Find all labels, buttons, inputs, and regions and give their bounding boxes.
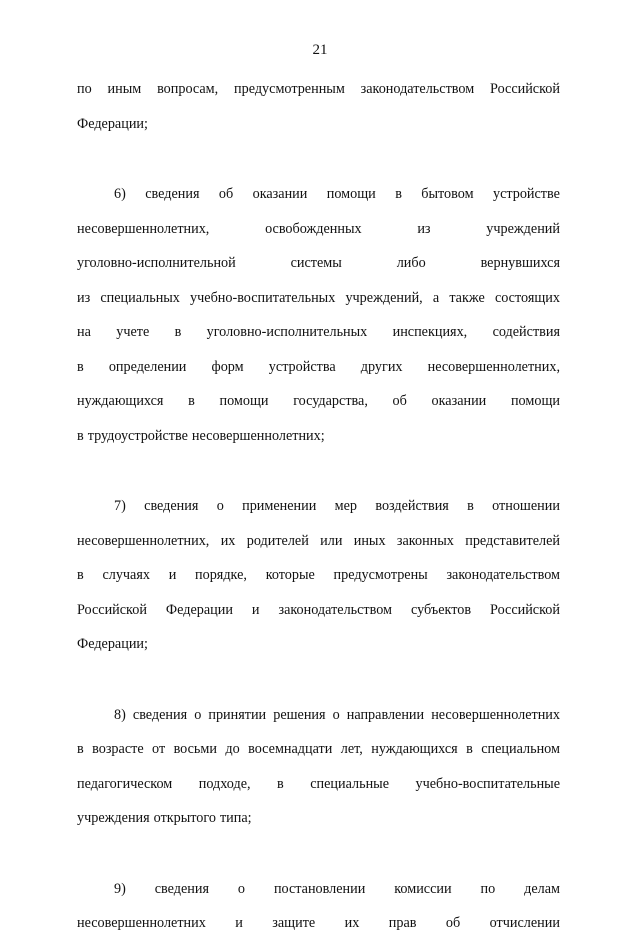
word: вернувшихся: [480, 255, 560, 271]
word: других: [360, 358, 403, 375]
word: Российской: [490, 601, 560, 618]
word: в: [188, 393, 195, 409]
word: восемнадцати: [248, 741, 333, 757]
word: форм: [211, 358, 244, 375]
word: на: [77, 324, 91, 340]
word: в: [77, 567, 84, 583]
word: Российской: [77, 601, 147, 618]
word: направлении: [346, 706, 425, 723]
word: в: [466, 741, 473, 757]
text-line: [77, 177, 560, 212]
paragraph-item-7: [77, 489, 560, 662]
word: Российской: [490, 81, 560, 97]
text-line: [77, 627, 560, 662]
word: состоящих: [494, 289, 560, 306]
paragraph-continuation: [77, 72, 560, 141]
word: сведения: [132, 706, 188, 723]
word: законных: [396, 532, 454, 549]
text-line: [77, 246, 560, 281]
word: в: [395, 186, 402, 202]
word: представителей: [465, 532, 560, 549]
word: родителей: [246, 532, 309, 549]
word: системы: [290, 255, 342, 271]
paragraph-item-9: [77, 872, 560, 941]
word: государства,: [293, 393, 368, 409]
word: освобожденных: [265, 220, 362, 237]
word: 9): [114, 880, 126, 897]
word: 7): [114, 498, 126, 514]
word: в: [77, 741, 84, 757]
word: инспекциях,: [392, 324, 468, 340]
paragraph-item-8: [77, 698, 560, 836]
page-number: 21: [312, 42, 328, 58]
text-line: [77, 767, 560, 802]
word: делам: [524, 880, 560, 897]
word: субъектов: [411, 601, 472, 618]
word: порядке,: [195, 567, 247, 583]
word: отчислении: [489, 915, 560, 931]
word: применении: [242, 498, 317, 514]
word: из: [417, 220, 431, 237]
word: в: [77, 427, 84, 444]
word: постановлении: [273, 880, 366, 897]
word: нуждающихся: [371, 741, 458, 757]
word: решения: [273, 706, 326, 723]
text-line: [77, 315, 560, 350]
word: несовершеннолетних;: [191, 427, 325, 444]
document-body: [77, 72, 560, 941]
word: иным: [107, 81, 142, 97]
text-line: [77, 906, 560, 941]
word: до: [225, 741, 240, 757]
word: восьми: [173, 741, 217, 757]
word: бытовом: [421, 186, 474, 202]
word: специальных: [100, 289, 180, 306]
word: несовершеннолетних,: [427, 358, 560, 375]
word: комиссии: [394, 880, 452, 897]
word: вопросам,: [157, 81, 219, 97]
word: педагогическом: [77, 775, 173, 792]
paragraph-item-6: [77, 177, 560, 453]
word: нуждающихся: [77, 393, 164, 409]
word: которые: [265, 567, 315, 583]
word: также: [449, 289, 485, 306]
word: сведения: [144, 498, 199, 514]
word: Федерации;: [77, 636, 148, 652]
word: о: [237, 880, 246, 897]
word: несовершеннолетних: [431, 706, 560, 723]
word: по: [77, 81, 92, 97]
word: устройстве: [492, 186, 560, 202]
word: Федерации: [165, 601, 233, 618]
word: а: [432, 289, 440, 306]
word: 6): [114, 186, 126, 202]
word: об: [392, 393, 407, 409]
word: в: [277, 775, 284, 792]
word: и: [168, 567, 177, 583]
word: их: [344, 915, 360, 931]
text-line: [77, 593, 560, 628]
word: несовершеннолетних,: [77, 220, 210, 237]
word: специальном: [481, 741, 560, 757]
text-line: [77, 419, 560, 454]
word: воздействия: [375, 498, 449, 514]
word: о: [332, 706, 340, 723]
word: возрасте: [92, 741, 144, 757]
word: от: [152, 741, 166, 757]
text-line: [77, 212, 560, 247]
word: учебно-воспитательные: [415, 775, 560, 792]
word: Федерации;: [77, 115, 148, 132]
word: трудоустройстве: [87, 427, 188, 444]
word: в: [467, 498, 474, 514]
word: по: [480, 880, 496, 897]
text-line: [77, 558, 560, 593]
text-line: [77, 489, 560, 524]
word: в: [174, 324, 182, 340]
text-line: [77, 801, 560, 836]
text-line: [77, 107, 560, 142]
word: учреждений: [486, 220, 560, 237]
word: лет,: [340, 741, 363, 757]
word: сведения: [145, 186, 200, 202]
word: открытого: [153, 810, 216, 826]
word: о: [216, 498, 224, 514]
word: защите: [272, 915, 316, 931]
word: отношении: [492, 498, 560, 514]
word: содействия: [492, 324, 560, 340]
text-line: [77, 872, 560, 907]
word: предусмотренным: [234, 81, 345, 97]
word: типа;: [219, 810, 252, 826]
word: об: [218, 186, 234, 202]
word: оказании: [252, 186, 308, 202]
word: специальные: [310, 775, 390, 792]
word: подходе,: [198, 775, 251, 792]
word: о: [194, 706, 202, 723]
word: учете: [116, 324, 150, 340]
word: учреждения: [77, 810, 150, 826]
word: уголовно-исполнительной: [77, 255, 236, 271]
word: предусмотрены: [333, 567, 428, 583]
word: помощи: [510, 393, 560, 409]
text-line: [77, 281, 560, 316]
text-line: [77, 698, 560, 733]
word: помощи: [219, 393, 269, 409]
word: учреждений,: [345, 289, 423, 306]
word: несовершеннолетних: [77, 915, 206, 931]
text-line: [77, 732, 560, 767]
word: или: [320, 532, 343, 549]
word: иных: [353, 532, 386, 549]
word: в: [77, 358, 84, 375]
word: определении: [108, 358, 187, 375]
word: помощи: [326, 186, 376, 202]
word: принятии: [208, 706, 267, 723]
word: и: [235, 915, 243, 931]
word: об: [445, 915, 461, 931]
word: законодательством: [446, 567, 560, 583]
word: из: [77, 289, 91, 306]
word: случаях: [102, 567, 150, 583]
word: учебно-воспитательных: [190, 289, 336, 306]
text-line: [77, 350, 560, 385]
word: и: [251, 601, 260, 618]
word: законодательством: [278, 601, 393, 618]
word: оказании: [431, 393, 487, 409]
text-line: [77, 384, 560, 419]
word: несовершеннолетних,: [77, 532, 210, 549]
word: законодательством: [360, 81, 475, 97]
word: прав: [388, 915, 417, 931]
word: мер: [334, 498, 358, 514]
text-line: [77, 524, 560, 559]
word: их: [220, 532, 236, 549]
text-line: [77, 72, 560, 107]
word: либо: [396, 255, 426, 271]
word: уголовно-исполнительных: [206, 324, 368, 340]
word: устройства: [268, 358, 336, 375]
word: сведения: [154, 880, 209, 897]
word: 8): [114, 706, 126, 723]
